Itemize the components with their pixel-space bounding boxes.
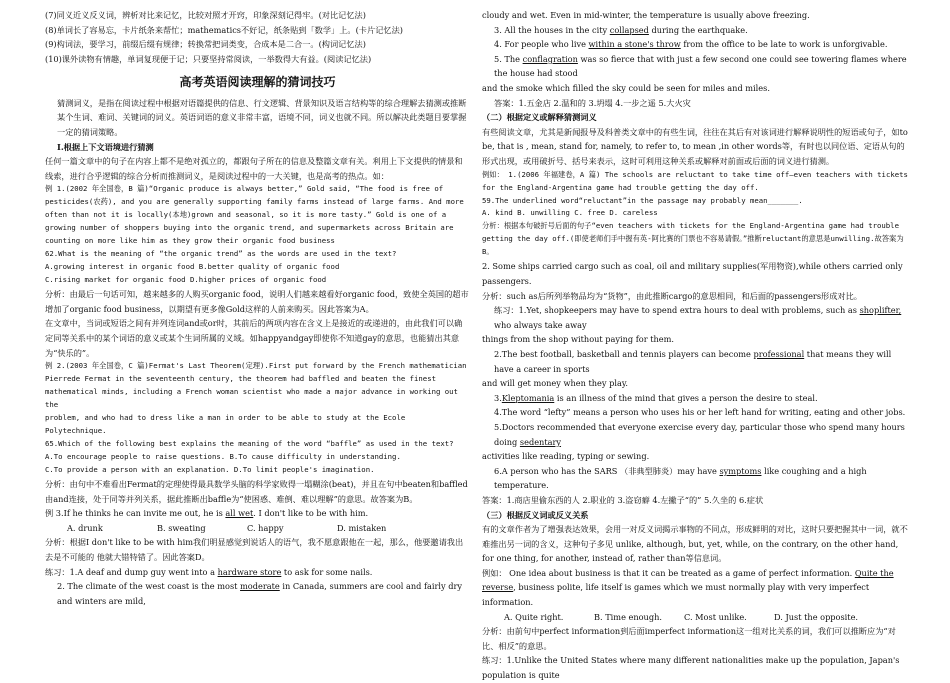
example-3-analysis: 分析：根据I don't like to be with him我们明显感觉到说话人的语气，我不愿意跟他在一起，那么，他要邀请我出去是不可能的 他就大错特错了。因此答案D。 [45,537,464,562]
practice-3 [482,23,910,38]
practice-1 [45,565,470,580]
section3-intro: 有的文章作者为了增强表达效果，会用一对反义词揭示事物的不同点，形成鲜明的对比，这时只要把握其中一词，就不难推出另一词的含义，这种句子多见 unlike, although, but, yet, while, on the contrary, on the other hand, for one thing, for another, instead of, rather than等信息词。 [482,524,908,564]
text: 练习：1.A deaf and dump guy went into a [45,566,218,577]
answers-2: 答案：1.商店里偷东西的人 2.职业的 3.盗窃癖 4.左撇子“的” 5.久坐的 6.症状 [482,494,764,505]
text: during the earthquake. [648,24,748,35]
text: 2. The climate of the west coast is the most [57,581,241,592]
example-r1 [482,169,910,221]
example-r1-analysis: 分析：根据本句破折号后面的句子“even teachers with tickets for the England-Argentina game had trouble getting the day off.(即使老师们手中握有英-阿比赛的门票也不容易请假。”推断reluctant的意思是unwilling.故答案为B。 [482,221,904,257]
text: . I don't like to be with him. [253,508,369,519]
underlined-term: sedentary [519,436,562,447]
section-heading-3: （三）根据反义词或反义关系 [482,509,589,520]
example-1-line: 例 1.(2002 年全国卷，B 篇)“Organic produce is always better,” Gold said, “The food is free of [45,184,444,194]
example-3-options [45,521,470,536]
practice-2-continued: cloudy and wet. Even in mid-winter, the temperature is usually above freezing. [482,10,810,20]
example-r1-line: A. kind B. unwilling C. free D. careless [482,208,658,218]
practice-r5 [482,420,910,449]
example-r1-line: for the England-Argentina game had trouble getting the day off. [482,182,759,192]
practice-2 [45,579,470,608]
section-heading-1: I.根据上下文语境进行猜测 [57,141,154,152]
underlined-term: within a stone's throw [588,39,681,50]
example-r1-line: 59.The underlined word“reluctant”in the passage may probably mean_______. [482,195,803,205]
intro-paragraph: 猜测词义，是指在阅读过程中根据对语篇提供的信息、行文逻辑、背景知识及语言结构等的综合理解去猜测或推断某个生词、难词、关键词的词义。英语词语的意义非常丰富，语境不同，词义也就不同。所以解决此类题目要掌握一定的猜词策略。 [57,97,467,137]
example-1-line: pesticides(农药), and you are generally supporting family farms instead of large farms. And more [45,197,464,207]
example-2-line: Pierrede Fermat in the seventeenth century, the theorem had baffled and beaten the finest [45,374,436,384]
section-heading-2: （二）根据定义或解释猜测词义 [482,112,597,123]
text: 例如： One idea about business is that it can be treated as a game of perfect information. [482,567,855,578]
text: like coughing and a high temperature. [494,465,867,491]
practice-r2 [482,347,910,376]
example-1 [45,183,470,287]
option: B. Time enough. [594,611,662,622]
practice-r5-continued: activities like reading, typing or sewing. [482,451,650,462]
example-2-line: 65.Which of the following best explains the meaning of the word “baffle” as used in the text? [45,439,454,449]
text: 3. [494,392,502,403]
practice-5-continued: and the smoke which filled the sky could be seen for miles and miles. [482,82,770,93]
example-1-line: growing number of shoppers buying into the organic trend, and supermarkets across Britain are [45,223,454,233]
underlined-term: Quite the reverse [482,567,894,593]
practice-r6 [482,464,910,493]
example-2-line: A.To encourage people to raise questions. B.To cause difficulty in understanding. [45,452,401,462]
practice-4 [482,37,910,52]
document-title: 高考英语阅读理解的猜词技巧 [179,75,336,90]
example-r3-options [482,610,910,625]
text: 3. All the houses in the city [494,24,610,35]
underlined-term: symptoms [719,465,762,476]
text: 5.Doctors recommended that everyone exercise every day, particular those who spend many hours doing [494,421,905,447]
option: D. mistaken [337,522,387,533]
text: who always take away [494,319,587,330]
text: that means they will have a career in sports [494,348,892,374]
option: C. Most unlike. [684,611,747,622]
underlined-term: all wet [225,508,254,519]
answers-1: 答案：1.五金店 2.温和的 3.坍塌 4.一步之遥 5.大火灾 [494,97,691,108]
practice-5 [482,52,910,81]
example-1-line: A.growing interest in organic food B.better quality of organic food [45,262,340,272]
practice-r4: 4.The word “lefty” means a person who uses his or her left hand for writing, eating and other jobs. [494,407,906,418]
underlined-term: Kleptomania [501,392,555,403]
text: 4. For people who live [494,39,589,50]
example-1-line: counting on more like him as they grow their organic food business [45,236,335,246]
section1-intro: 任何一篇文章中的句子在内容上都不是绝对孤立的，都跟句子所在的信息及整篇文章有关。利用上下文提供的情景和线索，进行合乎逻辑的综合分析而推测词义，是阅读过程中的一大关键，也是高考的热点。如： [45,156,463,181]
option: C. happy [247,522,284,533]
example-r3 [482,566,910,610]
option: A. Quite right. [504,611,564,622]
underlined-term: professional [753,348,805,359]
text: , business polite, life itself is games which we must normally play with very imperfect information. [482,582,870,608]
example-2-line: C.To provide a person with an explanation. D.To limit people's imagination. [45,465,375,475]
practice-r1 [482,303,910,332]
section2-intro: 有些阅读文章，尤其是新闻报导及科普类文章中的有些生词，往往在其后有对该词进行解释说明性的短语或句子，如to be, that is , mean, stand for, namely, to refer to, to mean ,in other words等，有时也以同位语、定语从句的形式出现，或用破折号、括号来表示，这时可利用这种关系或解释对前面或后面的词义进行猜测。 [482,126,908,166]
example-3 [45,506,470,521]
underlined-term: moderate [240,581,280,592]
memory-tip-8: (8)单词长了容易忘，卡片纸条来帮忙；mathematics不好记，纸条贴到「数学」上。(卡片记忆法) [45,24,403,35]
example-r1-line: 例如： 1.(2006 年福建卷，A 篇) The schools are reluctant to take time off—even teachers with tickets [482,169,908,179]
example-2-line: 例 2.(2003 年全国卷，C 篇)Fermat's Last Theorem(定理).First put forward by the French mathematician [45,361,467,371]
practice-r7: 练习：1.Unlike the United States where many different nationalities make up the population, Japan's population is quite [482,655,900,681]
memory-tip-9: (9)构词法，要学习，前缀后缀有规律；转换常把词类变，合成本是二合一。(构词记忆法) [45,39,366,50]
text: 5. The [494,53,523,64]
conjunction-note: 在文章中，当词或短语之间有并列连词and或or时，其前后的两项内容在含义上是接近的或递进的，由此我们可以确定同等关系中的某个词语的意义或某个生词所属的义域。如happyandgay即使你不知道gay的意思，也能猜出其意为“快乐的”。 [45,318,463,358]
example-r3-analysis: 分析：由前句中perfect information到后面imperfect information这一组对比关系的词，我们可以推断应为“对比、相反”的意思。 [482,626,896,651]
option: D. Just the opposite. [774,611,859,622]
memory-tip-7: (7)同义近义反义词，辨析对比来记忆，比较对照才开窍，印象深刻记得牢。(对比记忆法) [45,10,366,20]
underlined-term: shoplifter, [859,305,902,316]
text: to ask for some nails. [281,566,373,577]
text: in Canada, summers are cool and fairly dry and winters are mild, [57,581,463,606]
text: 例 3.If he thinks he can invite me out, he is [45,508,226,519]
text: 6.A person who has the SARS （非典型肺炎）may have [494,465,720,476]
option: A. drunk [67,522,103,533]
practice-r1-continued: things from the shop without paying for them. [482,334,675,345]
practice-r2-continued: and will get money when they play. [482,378,629,389]
example-2-line: mathematical minds, including a French woman scientist who made a major advance in working out the [45,387,458,410]
text: was so fierce that with just a few second one could see towering flames where the house had stood [494,53,907,79]
underlined-term: hardware store [217,566,282,577]
example-1-analysis: 分析：由最后一句话可知，越来越多的人购买organic food，说明人们越来越看好organic food，致使全英国的超市增加了organic food business，以期望有更多像Gold这样的人前来购买。因此答案为A。 [45,289,469,314]
text: from the office to be late to work is unforgivable. [680,39,888,50]
underlined-term: conflagration [522,53,578,64]
option: B. sweating [157,522,206,533]
memory-tip-10: (10)课外读物有情趣，单词复现便于记；只要坚持常阅读，一举数得大有益。(阅读记忆法) [45,53,372,64]
example-1-line: C.rising market for organic food D.higher prices of organic food [45,275,327,285]
text: 2.The best football, basketball and tennis players can become [494,348,754,359]
example-2-line: problem, and who had to dress like a man in order to be able to study at the Ecole Polytechnique. [45,413,406,436]
text: is an illness of the mind that gives a person the desire to steal. [554,392,818,403]
text: 练习：1.Yet, shopkeepers may have to spend extra hours to deal with problems, such as [494,305,860,316]
example-2 [45,360,470,477]
example-1-line: often than not it is locally(本地)grown and seasonal, so it is more tasty.” Gold is one of a [45,210,447,220]
practice-r3 [482,391,910,406]
left-column [45,8,470,608]
example-r2: 2. Some ships carried cargo such as coal, oil and military supplies(军用物资),while others carried only passengers. [482,261,903,287]
example-1-line: 62.What is the meaning of “the organic trend” as the words are used in the text? [45,249,397,259]
underlined-term: collapsed [609,24,649,35]
example-2-analysis: 分析：由句中不难看出Fermat的定理使得最具数学头脑的科学家败得一塌糊涂(beat)，并且在句中beaten和baffled由and连接，处于同等并列关系，据此推断出baffle为“使困惑、难倒、难以理解”的意思。故答案为B。 [45,479,468,504]
example-r2-analysis: 分析：such as后所列举物品均为“货物”，由此推断cargo的意思相同，和后面的passengers形成对比。 [482,290,862,301]
right-column [482,8,910,683]
